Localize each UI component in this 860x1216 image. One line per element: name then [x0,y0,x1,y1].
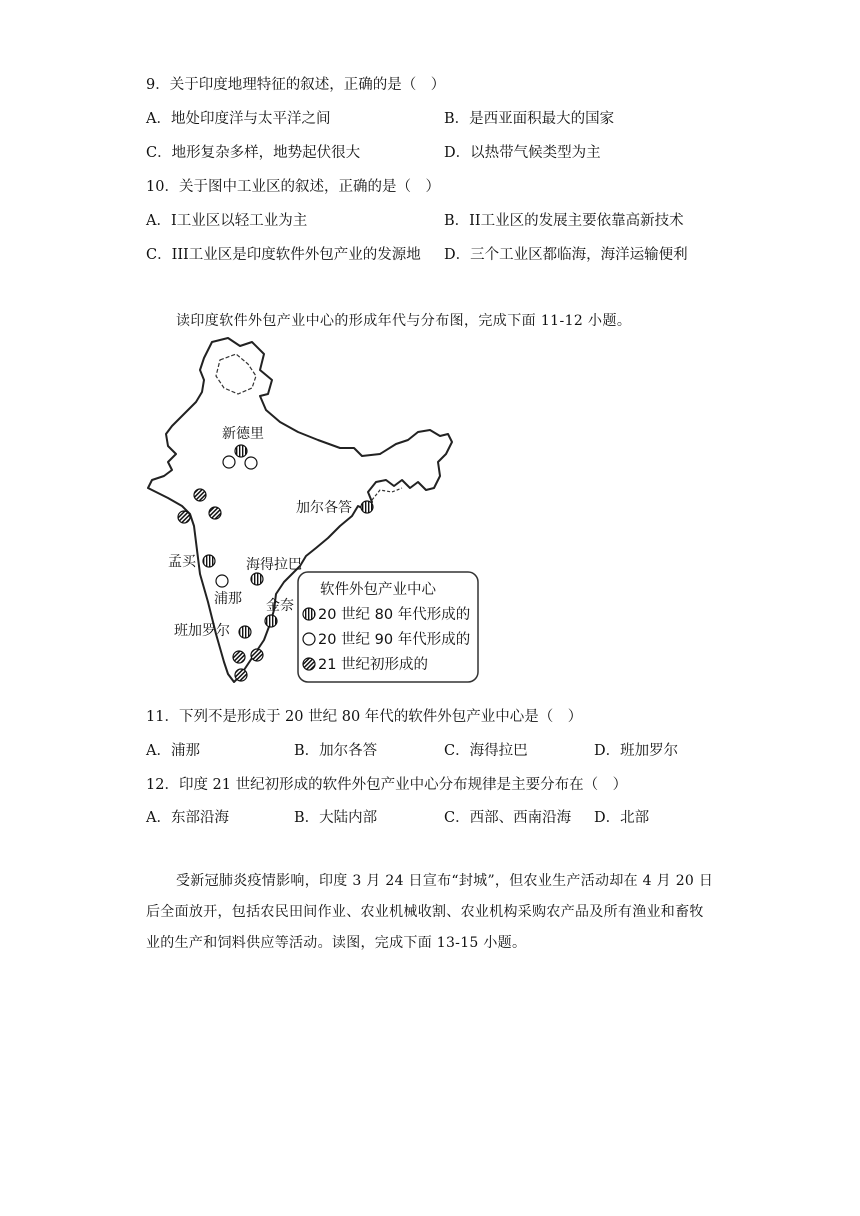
marker-delhi-area-90s [245,457,257,469]
marker-pune-90s [216,575,228,587]
q11-option-d: D．班加罗尔 [594,743,679,759]
label-delhi: 新德里 [222,426,264,442]
legend-title: 软件外包产业中心 [320,582,436,598]
q10-option-c: C．III工业区是印度软件外包产业的发源地 [146,247,421,263]
legend-swatch-90s [303,633,315,645]
label-hyderabad: 海得拉巴 [246,557,302,573]
label-kolkata: 加尔各答 [296,500,352,516]
q11-option-b: B．加尔各答 [294,743,378,759]
legend-swatch-80s [303,608,315,620]
q12-stem: 12．印度 21 世纪初形成的软件外包产业中心分布规律是主要分布在（ ） [146,777,628,793]
marker-delhi-80s [235,445,247,457]
q10-option-d: D．三个工业区都临海，海洋运输便利 [444,247,688,263]
marker-bangalore-80s [239,626,251,638]
q12-option-a: A．东部沿海 [146,810,229,826]
label-bangalore: 班加罗尔 [174,623,230,639]
q12-option-c: C．西部、西南沿海 [444,810,572,826]
marker-gujarat-21c-1 [194,489,206,501]
label-pune: 浦那 [214,591,242,607]
q11-stem: 11．下列不是形成于 20 世纪 80 年代的软件外包产业中心是（ ） [146,709,583,725]
q9-option-d: D．以热带气候类型为主 [444,145,601,161]
q12-option-d: D．北部 [594,810,650,826]
marker-south-21c-2 [251,649,263,661]
eastern-border-dashed [372,488,402,500]
marker-hyderabad-80s [251,573,263,585]
legend-item-80s: 20 世纪 80 年代形成的 [318,607,471,623]
intro-13-15: 受新冠肺炎疫情影响，印度 3 月 24 日宣布“封城”，但农业生产活动却在 4 月 20 日后全面放开，包括农民田间作业、农业机械收割、农业机构采购农产品及所有渔业和畜牧业的生产和饲料供应等活动。读图，完成下面 13-15 小题。 [146,873,714,951]
marker-gujarat-21c-2 [178,511,190,523]
india-software-map [140,330,490,685]
marker-mumbai-80s [203,555,215,567]
label-mumbai: 孟买 [168,554,196,570]
marker-south-21c-1 [233,651,245,663]
q9-option-a: A．地处印度洋与太平洋之间 [146,111,331,127]
q11-option-a: A．浦那 [146,743,200,759]
marker-delhi-90s [223,456,235,468]
q10-stem: 10．关于图中工业区的叙述，正确的是（ ） [146,179,440,195]
map-legend [298,572,478,682]
q11-option-c: C．海得拉巴 [444,743,528,759]
legend-item-21c: 21 世纪初形成的 [318,657,429,673]
q9-option-b: B．是西亚面积最大的国家 [444,111,615,127]
intro-11-12: 读印度软件外包产业中心的形成年代与分布图，完成下面 11-12 小题。 [176,313,632,329]
q9-option-c: C．地形复杂多样，地势起伏很大 [146,145,361,161]
marker-gujarat-21c-3 [209,507,221,519]
marker-south-21c-3 [235,669,247,681]
legend-swatch-21c [303,658,315,670]
q12-option-b: B．大陆内部 [294,810,378,826]
q10-option-b: B．II工业区的发展主要依靠高新技术 [444,213,684,229]
label-chennai: 金奈 [266,598,294,614]
q10-option-a: A．I工业区以轻工业为主 [146,213,308,229]
marker-kolkata-80s [361,501,373,513]
q9-stem: 9．关于印度地理特征的叙述，正确的是（ ） [146,77,446,93]
legend-item-90s: 20 世纪 90 年代形成的 [318,632,471,648]
marker-chennai-80s [265,615,277,627]
